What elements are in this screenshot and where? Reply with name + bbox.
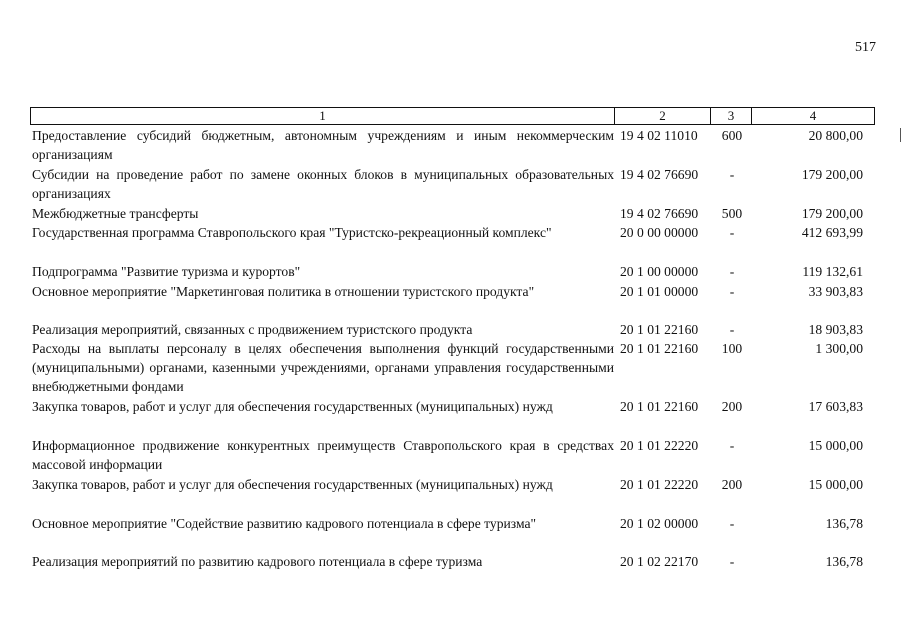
row-type: 200 (721, 477, 743, 492)
row-description: Закупка товаров, работ и услуг для обеспечения государственных (муниципальных) нужд (32, 399, 553, 414)
row-code: 20 1 01 00000 (620, 284, 699, 299)
row-code: 20 1 02 22170 (620, 554, 699, 569)
table-header (30, 107, 875, 125)
row-code: 19 4 02 11010 (620, 128, 698, 143)
row-type: 200 (721, 399, 743, 414)
row-type: - (729, 264, 735, 279)
page-number: 517 (855, 40, 876, 55)
row-description: Основное мероприятие "Содействие развитию кадрового потенциала в сфере туризма" (32, 516, 537, 531)
row-amount: 136,78 (825, 554, 863, 569)
row-description: Расходы на выплаты персоналу в целях обеспечения выполнения функций государственными (муниципальными) органами, казенными учреждениями, органами управления государственными внебюджетными фондами (32, 341, 614, 394)
header-col-3: 3 (711, 108, 752, 124)
row-code: 20 1 01 22160 (620, 341, 699, 356)
row-code: 20 1 02 00000 (620, 516, 699, 531)
row-amount: 15 000,00 (808, 438, 863, 453)
row-type: 600 (721, 128, 743, 143)
row-amount: 33 903,83 (808, 284, 863, 299)
row-code: 20 1 01 22160 (620, 322, 699, 337)
row-code: 19 4 02 76690 (620, 167, 699, 182)
row-description: Государственная программа Ставропольского края "Туристско-рекреационный комплекс" (32, 225, 552, 240)
row-amount: 179 200,00 (801, 167, 863, 182)
row-description: Предоставление субсидий бюджетным, автономным учреждениям и иным некоммерческим организациям (32, 128, 614, 162)
margin-mark (900, 128, 901, 142)
row-description: Подпрограмма "Развитие туризма и курортов" (32, 264, 301, 279)
row-amount: 412 693,99 (801, 225, 863, 240)
row-description: Субсидии на проведение работ по замене оконных блоков в муниципальных образовательных организациях (32, 167, 614, 201)
header-col-1: 1 (31, 108, 615, 124)
row-amount: 17 603,83 (808, 399, 863, 414)
row-code: 20 1 00 00000 (620, 264, 699, 279)
row-code: 20 0 00 00000 (620, 225, 699, 240)
row-amount: 1 300,00 (815, 341, 863, 356)
row-type: - (729, 167, 735, 182)
row-amount: 18 903,83 (808, 322, 863, 337)
row-description: Основное мероприятие "Маркетинговая политика в отношении туристского продукта" (32, 284, 535, 299)
row-type: - (729, 225, 735, 240)
row-type: - (729, 322, 735, 337)
header-col-2: 2 (615, 108, 711, 124)
row-code: 20 1 01 22220 (620, 438, 699, 453)
row-amount: 15 000,00 (808, 477, 863, 492)
row-amount: 20 800,00 (808, 128, 863, 143)
row-type: - (729, 284, 735, 299)
row-description: Межбюджетные трансферты (32, 206, 199, 221)
row-code: 20 1 01 22220 (620, 477, 699, 492)
row-amount: 179 200,00 (801, 206, 863, 221)
row-description: Реализация мероприятий по развитию кадрового потенциала в сфере туризма (32, 554, 483, 569)
row-code: 19 4 02 76690 (620, 206, 699, 221)
row-type: 100 (721, 341, 743, 356)
row-type: - (729, 438, 735, 453)
row-amount: 136,78 (825, 516, 863, 531)
row-description: Информационное продвижение конкурентных преимуществ Ставропольского края в средствах массовой информации (32, 438, 614, 472)
row-type: - (729, 516, 735, 531)
row-type: 500 (721, 206, 743, 221)
header-col-4: 4 (809, 108, 817, 123)
row-description: Закупка товаров, работ и услуг для обеспечения государственных (муниципальных) нужд (32, 477, 553, 492)
row-code: 20 1 01 22160 (620, 399, 699, 414)
row-amount: 119 132,61 (802, 264, 863, 279)
row-type: - (729, 554, 735, 569)
row-description: Реализация мероприятий, связанных с продвижением туристского продукта (32, 322, 473, 337)
